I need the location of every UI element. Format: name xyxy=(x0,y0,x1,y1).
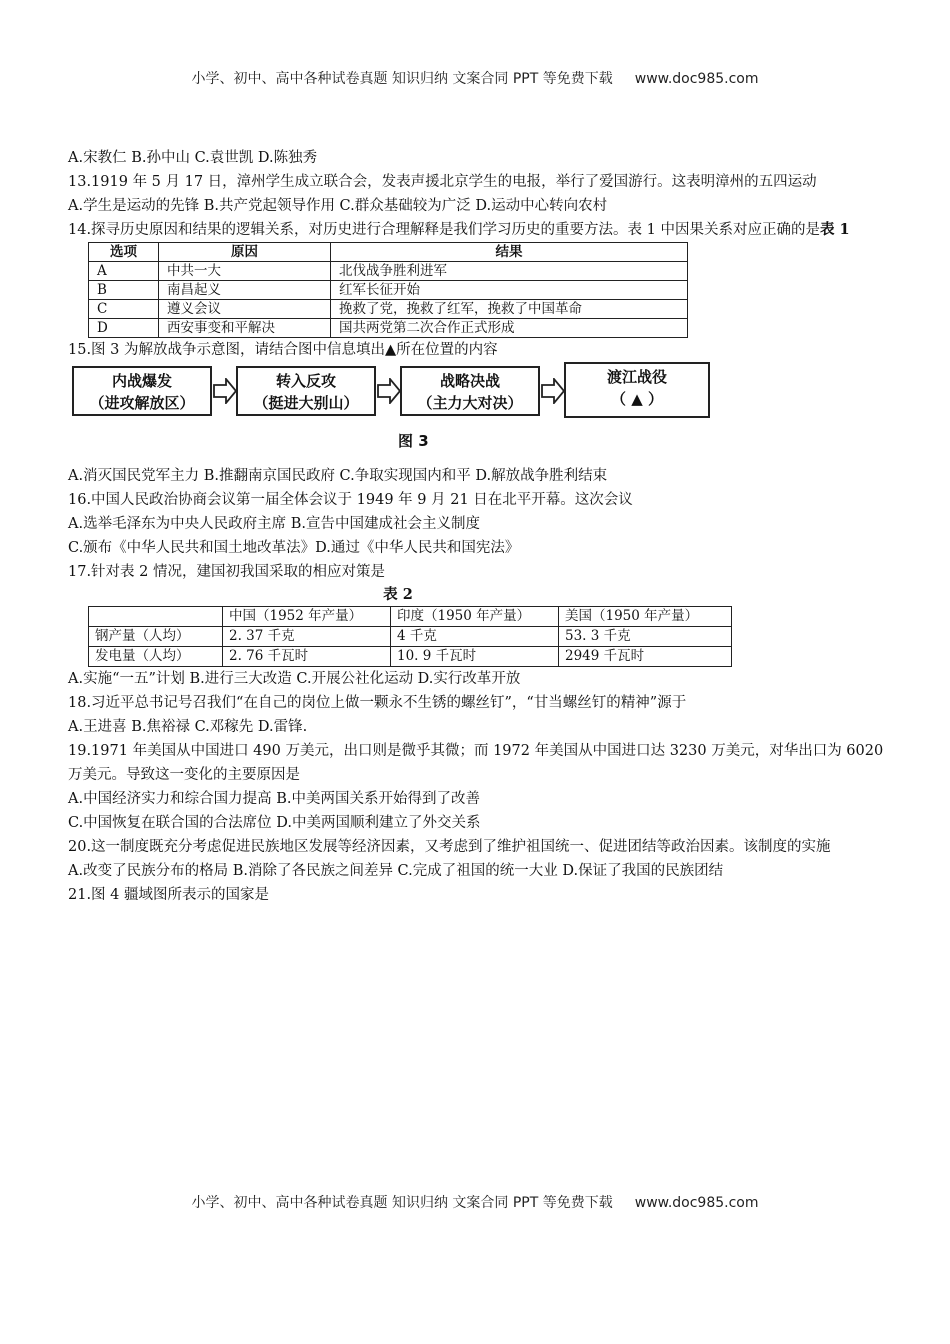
table-row xyxy=(89,319,688,338)
q19-options-2: C.中国恢复在联合国的合法席位 D.中美两国顺利建立了外交关系 xyxy=(68,815,481,831)
table-1-label: 表 1 xyxy=(820,221,850,238)
q16-options-2: C.颁布《中华人民共和国土地改革法》D.通过《中华人民共和国宪法》 xyxy=(68,540,520,556)
flow-box-sub: （ ▲ ） xyxy=(611,390,663,408)
flow-box-title: 内战爆发 xyxy=(111,372,172,390)
table-cell: 4 千克 xyxy=(391,627,559,647)
question-content xyxy=(68,146,888,907)
table-cell: 10. 9 千瓦时 xyxy=(391,647,559,667)
q17-options: A.实施“一五”计划 B.进行三大改造 C.开展公社化运动 D.实行改革开放 xyxy=(68,671,521,687)
table-row xyxy=(89,300,688,319)
table-cell: 发电量（人均） xyxy=(89,647,223,667)
q15-stem: 15.图 3 为解放战争示意图，请结合图中信息填出▲所在位置的内容 xyxy=(68,342,498,358)
flow-box-sub: （主力大对决） xyxy=(417,394,523,412)
table-2-col-india: 印度（1950 年产量） xyxy=(391,607,559,627)
q14-stem-text: 14.探寻历史原因和结果的逻辑关系，对历史进行合理解释是我们学习历史的重要方法。表 1 中因果关系对应正确的是 xyxy=(68,222,820,238)
q20-options: A.改变了民族分布的格局 B.消除了各民族之间差异 C.完成了祖国的统一大业 D.保证了我国的民族团结 xyxy=(68,863,724,879)
q18-options: A.王进喜 B.焦裕禄 C.邓稼先 D.雷锋. xyxy=(68,719,308,735)
table-cell: B xyxy=(89,281,159,300)
table-2-col-china: 中国（1952 年产量） xyxy=(223,607,391,627)
table-1-col-option: 选项 xyxy=(89,243,159,262)
table-row xyxy=(89,262,688,281)
q16-stem: 16.中国人民政治协商会议第一届全体会议于 1949 年 9 月 21 日在北平开幕。这次会议 xyxy=(68,492,633,508)
table-cell: A xyxy=(89,262,159,281)
q14-stem xyxy=(68,218,888,242)
figure-3-flowchart xyxy=(72,366,712,458)
flow-box-title: 转入反攻 xyxy=(275,372,336,390)
q19-options-1: A.中国经济实力和综合国力提高 B.中美两国关系开始得到了改善 xyxy=(68,791,480,807)
arrow-right-icon xyxy=(540,378,566,404)
table-cell: 西安事变和平解决 xyxy=(159,319,331,338)
q21-stem: 21.图 4 疆域图所表示的国家是 xyxy=(68,887,270,903)
table-cell: 2. 76 千瓦时 xyxy=(223,647,391,667)
q13-options: A.学生是运动的先锋 B.共产党起领导作用 C.群众基础较为广泛 D.运动中心转向农村 xyxy=(68,198,608,214)
header-text: 小学、初中、高中各种试卷真题 知识归纳 文案合同 PPT 等免费下载 xyxy=(191,71,613,87)
table-row xyxy=(89,647,732,667)
table-cell: 国共两党第二次合作正式形成 xyxy=(331,319,688,338)
table-cell: C xyxy=(89,300,159,319)
q12-options: A.宋教仁 B.孙中山 C.袁世凯 D.陈独秀 xyxy=(68,150,318,166)
arrow-right-icon xyxy=(212,378,238,404)
q18-stem: 18.习近平总书记号召我们“在自己的岗位上做一颗永不生锈的螺丝钉”，“甘当螺丝钉的精神”源于 xyxy=(68,695,687,711)
table-row xyxy=(89,627,732,647)
flow-box-sub: （挺进大别山） xyxy=(253,394,359,412)
table-row xyxy=(89,281,688,300)
table-cell: 北伐战争胜利进军 xyxy=(331,262,688,281)
table-1-col-cause: 原因 xyxy=(159,243,331,262)
table-1-header xyxy=(89,243,688,262)
q13-stem: 13.1919 年 5 月 17 日，漳州学生成立联合会，发表声援北京学生的电报，举行了爱国游行。这表明漳州的五四运动 xyxy=(68,174,817,190)
flow-box-civil-war xyxy=(72,366,212,416)
table-cell: 中共一大 xyxy=(159,262,331,281)
table-2-header xyxy=(89,607,732,627)
q16-options-1: A.选举毛泽东为中央人民政府主席 B.宣告中国建成社会主义制度 xyxy=(68,516,480,532)
flow-box-title: 战略决战 xyxy=(439,372,500,390)
table-2 xyxy=(88,606,732,667)
q17-stem: 17.针对表 2 情况，建国初我国采取的相应对策是 xyxy=(68,564,386,580)
footer-url[interactable]: www.doc985.com xyxy=(634,1195,759,1211)
table-cell: 53. 3 千克 xyxy=(559,627,732,647)
flow-box-sub: （进攻解放区） xyxy=(89,394,195,412)
table-cell: 挽救了党，挽救了红军，挽救了中国革命 xyxy=(331,300,688,319)
table-cell: 南昌起义 xyxy=(159,281,331,300)
table-cell: 钢产量（人均） xyxy=(89,627,223,647)
flow-box-decisive-battles xyxy=(400,366,540,416)
flow-box-counteroffensive xyxy=(236,366,376,416)
table-cell xyxy=(89,607,223,627)
table-cell: 红军长征开始 xyxy=(331,281,688,300)
arrow-right-icon xyxy=(376,378,402,404)
table-cell: D xyxy=(89,319,159,338)
table-cell: 遵义会议 xyxy=(159,300,331,319)
table-1-col-result: 结果 xyxy=(331,243,688,262)
page-footer xyxy=(0,1192,950,1212)
figure-3-caption: 图 3 xyxy=(398,432,429,450)
q15-options: A.消灭国民党军主力 B.推翻南京国民政府 C.争取实现国内和平 D.解放战争胜利结束 xyxy=(68,468,608,484)
footer-text: 小学、初中、高中各种试卷真题 知识归纳 文案合同 PPT 等免费下载 xyxy=(191,1195,613,1211)
table-cell: 2949 千瓦时 xyxy=(559,647,732,667)
table-2-label: 表 2 xyxy=(383,586,413,603)
table-2-col-usa: 美国（1950 年产量） xyxy=(559,607,732,627)
q19-stem: 19.1971 年美国从中国进口 490 万美元，出口则是微乎其微；而 1972 年美国从中国进口达 3230 万美元，对华出口为 6020 万美元。导致这一变化的主要原因是 xyxy=(68,743,884,783)
header-url[interactable]: www.doc985.com xyxy=(634,71,759,87)
table-1 xyxy=(88,242,688,338)
q20-stem: 20.这一制度既充分考虑促进民族地区发展等经济因素，又考虑到了维护祖国统一、促进团结等政治因素。该制度的实施 xyxy=(68,839,831,855)
page-header xyxy=(0,68,950,88)
table-cell: 2. 37 千克 xyxy=(223,627,391,647)
flow-box-title: 渡江战役 xyxy=(606,368,667,386)
flow-box-river-crossing xyxy=(564,362,710,418)
